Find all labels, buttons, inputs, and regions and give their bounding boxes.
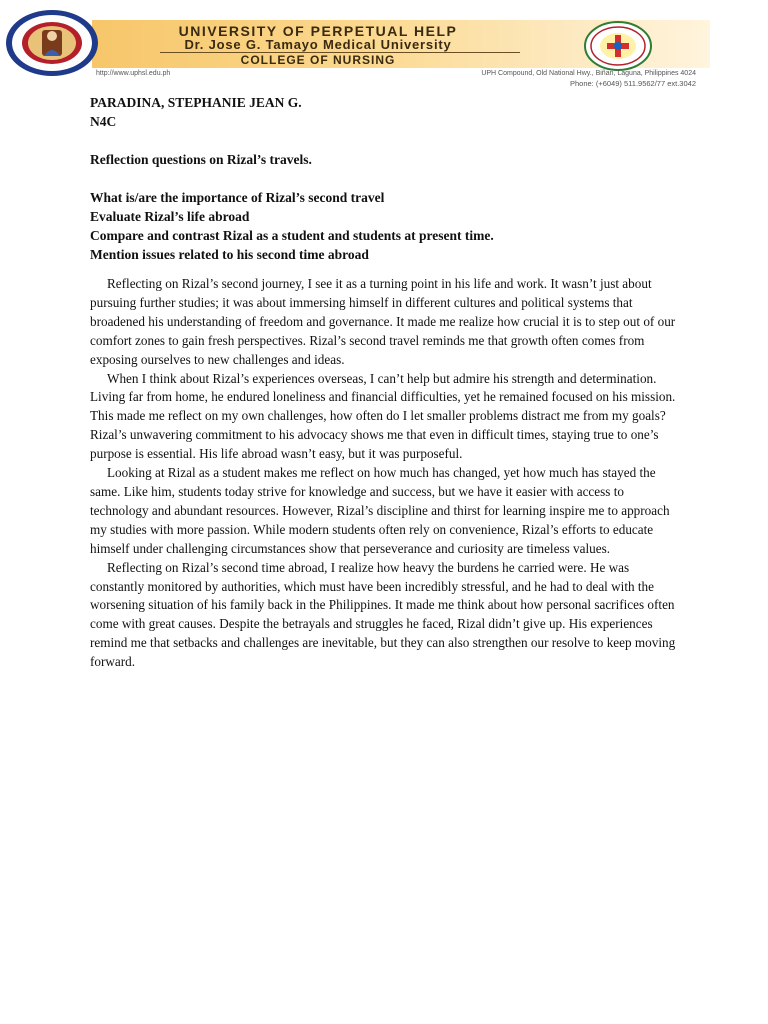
- reflection-paragraph-4: Reflecting on Rizal’s second time abroad, I realize how heavy the burdens he carried were. He was constantly monitored by authorities, which must have been incredibly stressful, and he had to deal with the worsening situation of his family back in the Philippines. It made me think about how personal sacrifices often come with great causes. Despite the betrayals and struggles he faced, Rizal didn’t give up. His experiences remind me that setbacks and challenges are inevitable, but they can also strengthen our resolve to keep moving forward.: [90, 559, 676, 670]
- university-url[interactable]: http://www.uphsl.edu.ph: [96, 70, 171, 77]
- university-address: UPH Compound, Old National Hwy., Biñan, Laguna, Philippines 4024: [481, 70, 696, 77]
- medical-university-name: Dr. Jose G. Tamayo Medical University: [184, 37, 452, 52]
- student-name: PARADINA, STEPHANIE JEAN G.: [90, 95, 302, 110]
- college-of-nursing-seal-icon: [582, 20, 654, 72]
- letterhead: [0, 0, 768, 92]
- university-seal-icon: [4, 8, 100, 78]
- university-name: UNIVERSITY OF PERPETUAL HELP: [178, 23, 458, 39]
- student-section: N4C: [90, 114, 117, 129]
- reflection-paragraph-1: Reflecting on Rizal’s second journey, I see it as a turning point in his life and work. It wasn’t just about pursuing further studies; it was about immersing himself in different cultures and political systems that broadened his understanding of freedom and governance. It made me realize how crucial it is to step out of our comfort zones to gain fresh perspectives. Rizal’s second travel reminds me that growth often comes from exposing ourselves to new challenges and ideas.: [90, 276, 676, 367]
- document-body: [90, 93, 680, 672]
- reflection-paragraph-3: Looking at Rizal as a student makes me reflect on how much has changed, yet how much has stayed the same. Like him, students today strive for knowledge and success, but we have it easier with access to technology and abundant resources. However, Rizal’s discipline and thirst for learning inspire me to approach my studies with more passion. While modern students often rely on convenience, Rizal’s efforts to educate himself under challenging circumstances show that perseverance and curiosity are timeless values.: [90, 465, 670, 556]
- spacer: [90, 169, 680, 188]
- college-name: COLLEGE OF NURSING: [240, 53, 396, 67]
- spacer: [90, 131, 680, 150]
- university-phone: Phone: (+6049) 511.9562/77 ext.3042: [569, 79, 696, 88]
- question-4: Mention issues related to his second time abroad: [90, 247, 369, 262]
- question-2: Evaluate Rizal’s life abroad: [90, 209, 250, 224]
- question-3: Compare and contrast Rizal as a student and students at present time.: [90, 228, 494, 243]
- document-title: Reflection questions on Rizal’s travels.: [90, 152, 312, 167]
- reflection-paragraph-2: When I think about Rizal’s experiences overseas, I can’t help but admire his strength and determination. Living far from home, he endured loneliness and financial difficulties, yet he remained focused on his mission. This made me reflect on my own challenges, how often do I let smaller problems distract me from my goals? Rizal’s unwavering commitment to his advocacy shows me that even in difficult times, staying true to one’s purpose is essential. His life abroad wasn’t easy, but it was purposeful.: [90, 370, 676, 462]
- question-1: What is/are the importance of Rizal’s second travel: [90, 190, 385, 205]
